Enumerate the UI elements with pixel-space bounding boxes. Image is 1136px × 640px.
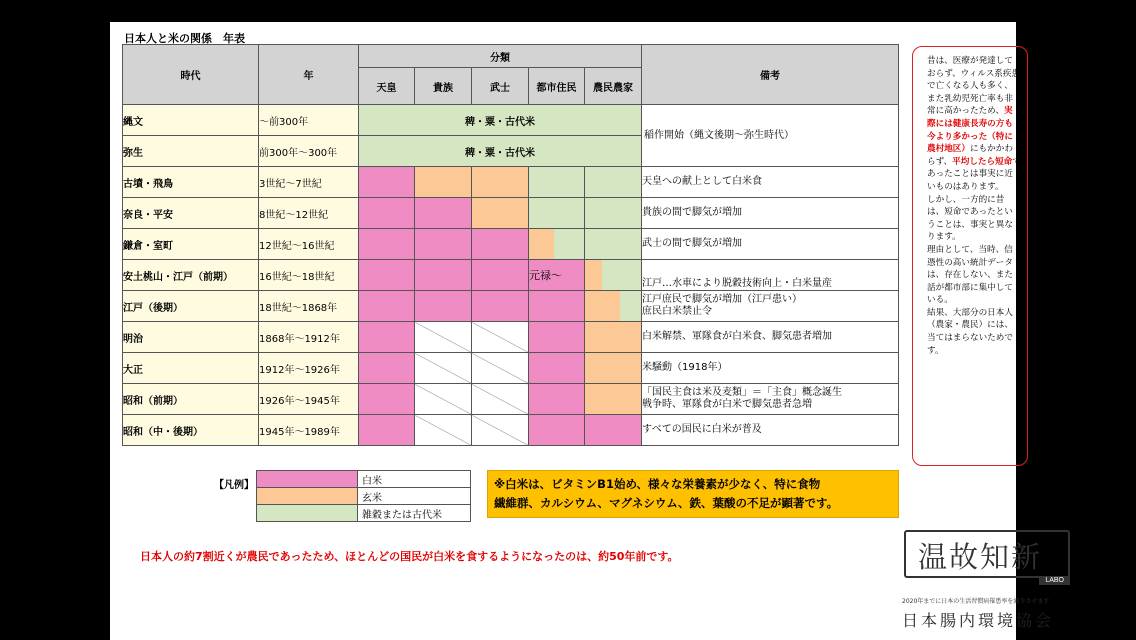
genroku-label: 元禄～ [529, 260, 585, 291]
cell-farmers [585, 167, 642, 198]
row-year: ～前300年 [259, 105, 359, 136]
table-row [123, 291, 899, 322]
cell-nobility [415, 229, 472, 260]
row-note: 貴族の間で脚気が増加 [642, 198, 899, 229]
row-era: 安土桃山・江戸（前期） [123, 260, 259, 291]
cell-samurai [472, 322, 529, 353]
header-class-emperor: 天皇 [359, 68, 415, 105]
table-row [123, 353, 899, 384]
org-tagline: 2020年までに日本の生活習慣病罹患率を減少させます [902, 598, 1050, 605]
legend-text: 白米 [358, 471, 471, 488]
legend-item [257, 488, 471, 505]
cell-emperor [359, 291, 415, 322]
page-title: 日本人と米の関係 年表 [124, 32, 245, 45]
cell-nobility [415, 384, 472, 415]
note-line: 「国民主食は米及麦類」＝「主食」概念誕生 [642, 387, 842, 398]
row-note: 白米解禁、軍隊食が白米食、脚気患者増加 [642, 322, 899, 353]
legend-item [257, 505, 471, 522]
table-row [123, 260, 899, 291]
cell-emperor [359, 415, 415, 446]
row-note: 武士の間で脚気が増加 [642, 229, 899, 260]
row-year: 1926年～1945年 [259, 384, 359, 415]
row-year: 前300年～300年 [259, 136, 359, 167]
summary-line: 日本人の約7割近くが農民であったため、ほとんどの国民が白米を食するようになったのは、約50年前です。 [140, 550, 679, 563]
cell-emperor [359, 198, 415, 229]
cell-emperor [359, 322, 415, 353]
cell-townsfolk [529, 229, 585, 260]
cell-samurai [472, 167, 529, 198]
cell-farmers [585, 353, 642, 384]
row-year: 3世紀～7世紀 [259, 167, 359, 198]
cell-samurai [472, 260, 529, 291]
left-margin [0, 0, 110, 640]
row-year: 1868年～1912年 [259, 322, 359, 353]
header-class-samurai: 武士 [472, 68, 529, 105]
cell-farmers [585, 415, 642, 446]
legend-swatch-brown-rice [257, 488, 358, 505]
side-note-paragraph: しかし、一方的に昔は、短命であったということは、事実と異なります。 [927, 194, 1013, 243]
cell-emperor [359, 167, 415, 198]
cell-emperor [359, 353, 415, 384]
row-era: 明治 [123, 322, 259, 353]
row-era: 江戸（後期） [123, 291, 259, 322]
cell-townsfolk [529, 415, 585, 446]
row-era: 大正 [123, 353, 259, 384]
cell-samurai [472, 415, 529, 446]
legend-item [257, 471, 471, 488]
cell-samurai [472, 353, 529, 384]
org-name: 日本腸内環境協会 [902, 611, 1055, 630]
row-year: 1945年～1989年 [259, 415, 359, 446]
legend-label: 【凡例】 [214, 480, 254, 491]
header-class-townsfolk: 都市住民 [529, 68, 585, 105]
cell-farmers [585, 384, 642, 415]
row-note [642, 384, 899, 415]
cell-farmers [585, 198, 642, 229]
cell-townsfolk [529, 291, 585, 322]
cell-nobility [415, 353, 472, 384]
row-era: 縄文 [123, 105, 259, 136]
row-era: 鎌倉・室町 [123, 229, 259, 260]
side-note-paragraph: 結果、大部分の日本人（農家・農民）には、当てはまらないためです。 [927, 307, 1013, 356]
legend-text: 玄米 [358, 488, 471, 505]
table-row [123, 229, 899, 260]
row-note [642, 291, 899, 322]
header-category: 分類 [359, 45, 642, 68]
row-note: 江戸…水車により脱穀技術向上・白米量産 [642, 260, 899, 291]
nutrition-callout [487, 470, 899, 518]
row-era: 昭和（前期） [123, 384, 259, 415]
note-line: 庶民白米禁止令 [642, 306, 712, 317]
row-note: 米騒動（1918年） [642, 353, 899, 384]
cell-nobility [415, 322, 472, 353]
row-year: 16世紀～18世紀 [259, 260, 359, 291]
header-remarks: 備考 [642, 45, 899, 105]
table-row [123, 105, 899, 136]
legend [256, 470, 471, 522]
legend-swatch-ancient-grain [257, 505, 358, 522]
side-note-highlight: 実際には健康長寿の方も今より多かった（特に農村地区） [927, 106, 1013, 155]
cell-samurai [472, 229, 529, 260]
cell-samurai [472, 198, 529, 229]
table-row [123, 167, 899, 198]
header-row-1 [123, 45, 899, 68]
cell-townsfolk [529, 167, 585, 198]
row-year: 1912年～1926年 [259, 353, 359, 384]
side-note-highlight: 平均したら短命 [952, 156, 1013, 167]
table-row [123, 322, 899, 353]
cell-townsfolk [529, 322, 585, 353]
row-note: 稲作開始（縄文後期～弥生時代） [642, 105, 899, 167]
grain-cell: 稗・粟・古代米 [359, 136, 642, 167]
row-era: 奈良・平安 [123, 198, 259, 229]
cell-emperor [359, 260, 415, 291]
cell-emperor [359, 229, 415, 260]
legend-text: 雑穀または古代米 [358, 505, 471, 522]
cell-nobility [415, 415, 472, 446]
header-class-farmers: 農民農家 [585, 68, 642, 105]
row-year: 8世紀～12世紀 [259, 198, 359, 229]
cell-samurai [472, 384, 529, 415]
row-year: 18世紀～1868年 [259, 291, 359, 322]
row-year: 12世紀～16世紀 [259, 229, 359, 260]
callout-line: 繊維群、カルシウム、マグネシウム、鉄、葉酸の不足が顕著です。 [494, 496, 839, 510]
side-note [912, 46, 1028, 466]
logo-text: 温故知新 [918, 540, 1043, 574]
top-bar [0, 0, 1136, 22]
side-note-text: 昔は、医療が発達しておらず、ウィルス系疾患で亡くなる人も多く、また乳幼児死亡率も非常に高かったため、 [927, 56, 1021, 117]
row-era: 昭和（中・後期） [123, 415, 259, 446]
table-row [123, 384, 899, 415]
callout-line: ※白米は、ビタミンB1始め、様々な栄養素が少なく、特に食物 [494, 477, 821, 491]
row-note: 天皇への献上として白米食 [642, 167, 899, 198]
cell-townsfolk [529, 198, 585, 229]
cell-nobility [415, 260, 472, 291]
table-row [123, 198, 899, 229]
row-note: すべての国民に白米が普及 [642, 415, 899, 446]
cell-farmers [585, 229, 642, 260]
cell-emperor [359, 384, 415, 415]
logo-sub: LABO [1039, 576, 1070, 585]
header-class-nobility: 貴族 [415, 68, 472, 105]
header-year: 年 [259, 45, 359, 105]
side-note-text: にもかかわらず、 [927, 144, 1013, 167]
note-line: 江戸庶民で脚気が増加（江戸患い） [642, 294, 802, 305]
note-line: 戦争時、軍隊食が白米で脚気患者急増 [642, 399, 812, 410]
row-era: 古墳・飛鳥 [123, 167, 259, 198]
side-note-paragraph: 理由として、当時、信憑性の高い統計データは、存在しない、また話が都市部に集中している。 [927, 244, 1013, 306]
cell-farmers [585, 322, 642, 353]
row-era: 弥生 [123, 136, 259, 167]
cell-townsfolk [529, 384, 585, 415]
cell-nobility [415, 291, 472, 322]
cell-samurai [472, 291, 529, 322]
chronology-table [122, 44, 899, 446]
legend-swatch-white-rice [257, 471, 358, 488]
cell-townsfolk [529, 353, 585, 384]
logo [904, 530, 1070, 584]
cell-nobility [415, 198, 472, 229]
cell-farmers [585, 260, 642, 291]
table-row [123, 415, 899, 446]
grain-cell: 稗・粟・古代米 [359, 105, 642, 136]
cell-nobility [415, 167, 472, 198]
header-era: 時代 [123, 45, 259, 105]
side-note-text: であったことは事実に近いものはあります。 [927, 156, 1021, 192]
cell-farmers [585, 291, 642, 322]
